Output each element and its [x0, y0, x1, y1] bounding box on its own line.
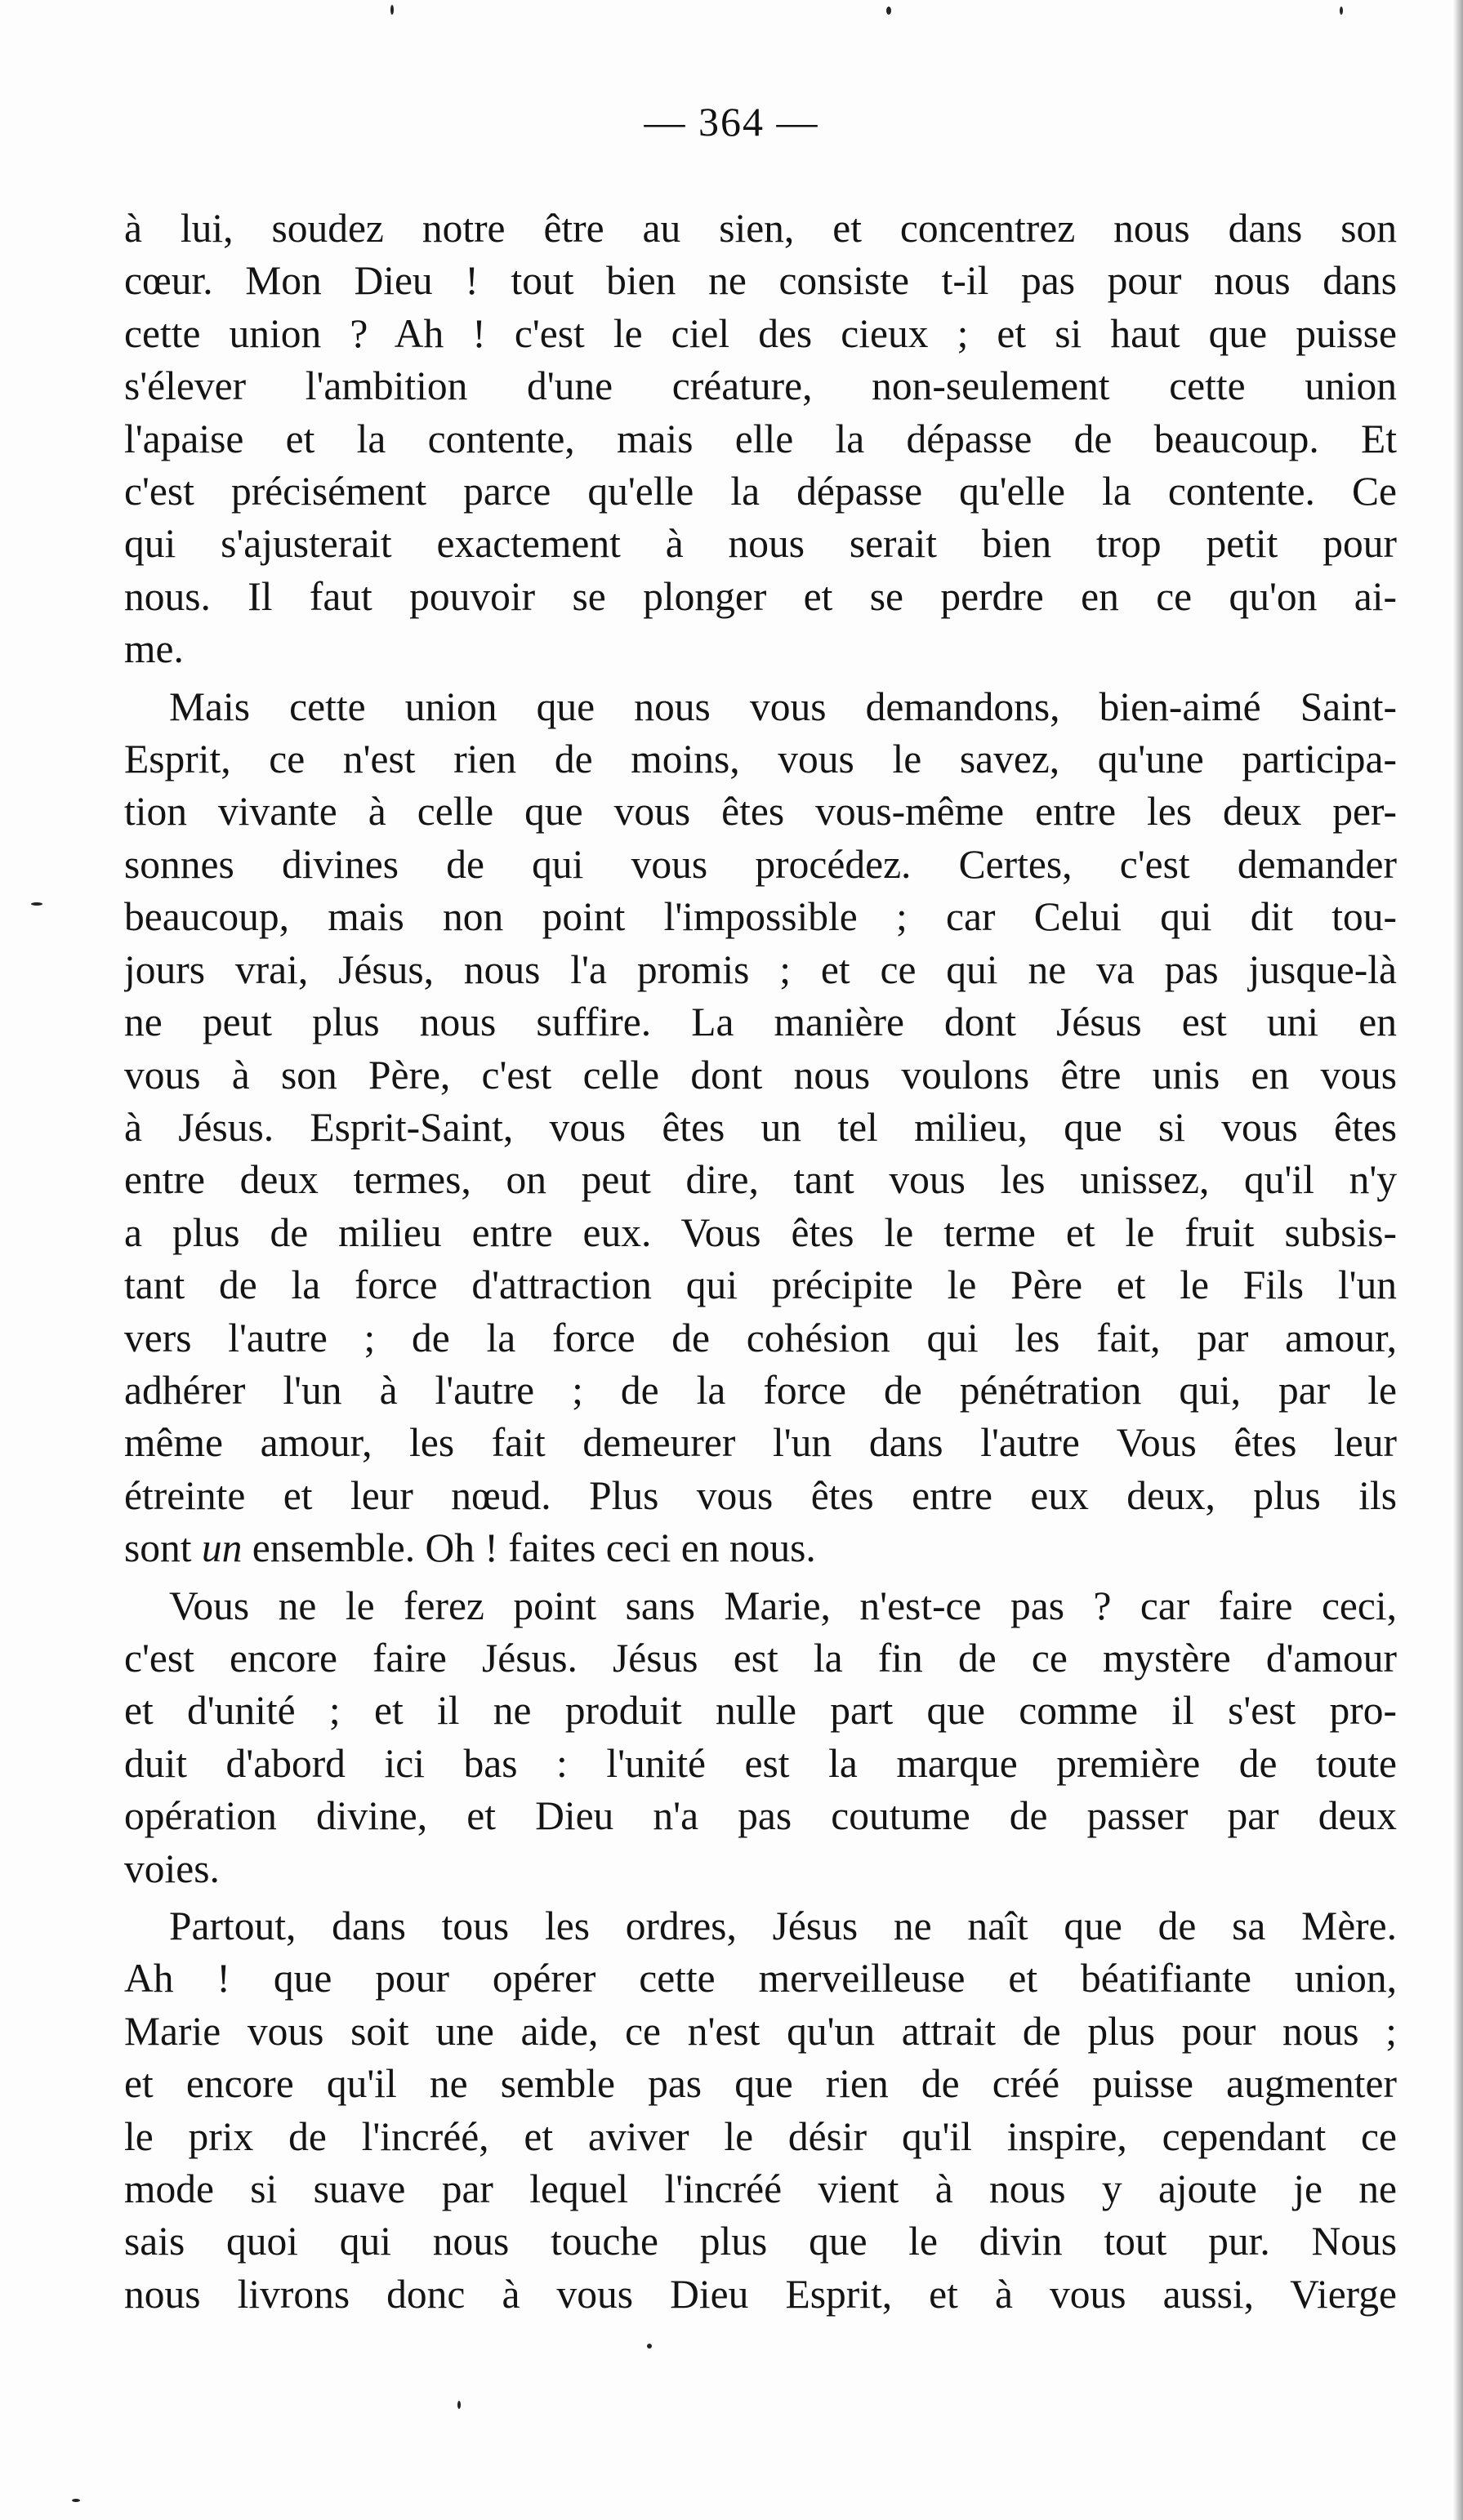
paragraph	[124, 681, 1397, 1575]
text-line: Mais cette union que nous vous demandons, bien-aimé Saint-	[169, 683, 1397, 729]
text-fragment: ensemble. Oh ! faites ceci en nous.	[242, 1525, 816, 1571]
text-line: entre deux termes, on peut dire, tant vous les unissez, qu'il n'y	[124, 1157, 1397, 1203]
text-line: vous à son Père, c'est celle dont nous voulons être unis en vous	[124, 1052, 1397, 1097]
text-line: s'élever l'ambition d'une créature, non-seulement cette union	[124, 363, 1397, 409]
text-line: nous livrons donc à vous Dieu Esprit, et à vous aussi, Vierge	[124, 2271, 1397, 2317]
text-line: à lui, soudez notre être au sien, et concentrez nous dans son	[124, 206, 1397, 251]
text-line: voies.	[124, 1845, 220, 1891]
paragraph	[124, 1580, 1397, 1895]
text-line: cette union ? Ah ! c'est le ciel des cieux ; et si haut que puisse	[124, 310, 1397, 356]
text-line: c'est encore faire Jésus. Jésus est la fin de ce mystère d'amour	[124, 1635, 1397, 1681]
body-text	[124, 203, 1397, 2321]
text-line	[124, 1522, 1397, 1574]
text-line: Vous ne le ferez point sans Marie, n'est-ce pas ? car faire ceci,	[169, 1583, 1397, 1628]
text-line: beaucoup, mais non point l'impossible ; car Celui qui dit tou-	[124, 894, 1397, 940]
text-line: sonnes divines de qui vous procédez. Certes, c'est demander	[124, 841, 1397, 887]
text-line: adhérer l'un à l'autre ; de la force de pénétration qui, par le	[124, 1367, 1397, 1413]
scan-speck	[31, 902, 42, 906]
text-line: à Jésus. Esprit-Saint, vous êtes un tel milieu, que si vous êtes	[124, 1104, 1397, 1150]
paragraph	[124, 203, 1397, 676]
text-line: vers l'autre ; de la force de cohésion qui les fait, par amour,	[124, 1315, 1397, 1360]
text-line: duit d'abord ici bas : l'unité est la marque première de toute	[124, 1740, 1397, 1786]
text-line: qui s'ajusterait exactement à nous serait bien trop petit pour	[124, 521, 1397, 567]
text-line: même amour, les fait demeurer l'un dans l'autre Vous êtes leur	[124, 1420, 1397, 1466]
text-line: me.	[124, 626, 184, 672]
text-line: mode si suave par lequel l'incréé vient à nous y ajoute je ne	[124, 2166, 1397, 2212]
text-line: nous. Il faut pouvoir se plonger et se perdre en ce qu'on ai-	[124, 573, 1397, 619]
text-line: Esprit, ce n'est rien de moins, vous le savez, qu'une participa-	[124, 737, 1397, 782]
page-number: — 364 —	[644, 99, 819, 145]
text-line: jours vrai, Jésus, nous l'a promis ; et ce qui ne va pas jusque-là	[124, 946, 1397, 992]
text-line: Ah ! que pour opérer cette merveilleuse et béatifiante union,	[124, 1956, 1397, 2001]
text-line: tion vivante à celle que vous êtes vous-même entre les deux per-	[124, 789, 1397, 835]
scan-speck	[886, 7, 891, 15]
scan-speck	[1340, 7, 1343, 15]
text-line: Partout, dans tous les ordres, Jésus ne naît que de sa Mère.	[169, 1903, 1397, 1948]
text-line: ne peut plus nous suffire. La manière dont Jésus est uni en	[124, 1000, 1397, 1045]
text-line: opération divine, et Dieu n'a pas coutume de passer par deux	[124, 1793, 1397, 1839]
text-line: c'est précisément parce qu'elle la dépasse qu'elle la contente. Ce	[124, 469, 1397, 514]
text-line: cœur. Mon Dieu ! tout bien ne consiste t-il pas pour nous dans	[124, 258, 1397, 304]
text-line: Marie vous soit une aide, ce n'est qu'un attrait de plus pour nous ;	[124, 2008, 1397, 2054]
text-line: et d'unité ; et il ne produit nulle part que comme il s'est pro-	[124, 1688, 1397, 1734]
text-line: étreinte et leur nœud. Plus vous êtes entre eux deux, plus ils	[124, 1472, 1397, 1518]
scan-speck	[72, 2499, 80, 2502]
text-line: l'apaise et la contente, mais elle la dépasse de beaucoup. Et	[124, 416, 1397, 461]
text-fragment: sont	[124, 1525, 202, 1571]
text-line: et encore qu'il ne semble pas que rien de créé puisse augmenter	[124, 2061, 1397, 2107]
scan-speck	[457, 2401, 461, 2409]
text-line: tant de la force d'attraction qui précipite le Père et le Fils l'un	[124, 1262, 1397, 1308]
text-line: a plus de milieu entre eux. Vous êtes le terme et le fruit subsis-	[124, 1209, 1397, 1255]
italic-word: un	[201, 1525, 243, 1571]
page-edge-shadow	[1453, 0, 1463, 2520]
scan-speck	[390, 5, 394, 15]
text-line: sais quoi qui nous touche plus que le divin tout pur. Nous	[124, 2219, 1397, 2264]
paragraph	[124, 1900, 1397, 2321]
scan-speck	[647, 2344, 652, 2349]
text-line: le prix de l'incréé, et aviver le désir qu'il inspire, cependant ce	[124, 2113, 1397, 2159]
